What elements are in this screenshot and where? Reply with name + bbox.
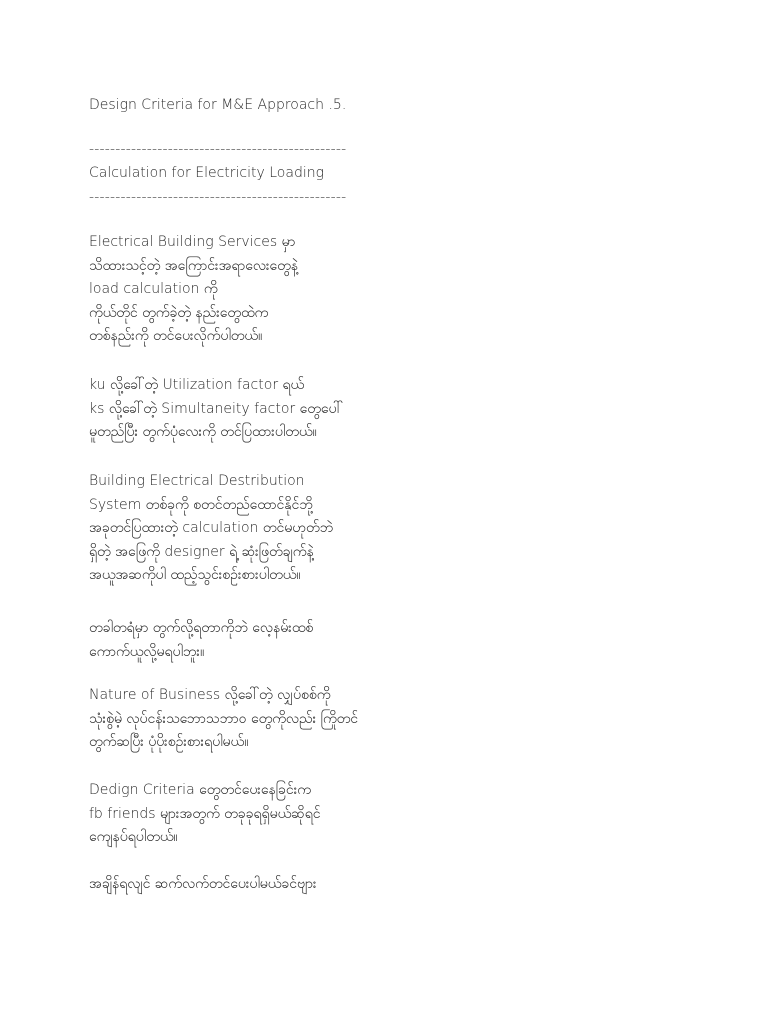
paragraph-line: Nature of Business လို့ခေါ်တဲ့ လျှပ်စစ်ကို (89, 687, 331, 703)
paragraph-line: Electrical Building Services မှာ (89, 234, 296, 250)
paragraph-line: သုံးစွဲမဲ့ လုပ်ငန်းသဘောသဘာဝ တွေကိုလည်း ကြိုတင် (89, 710, 359, 727)
paragraph-3 (89, 470, 689, 588)
paragraph-2 (89, 374, 689, 445)
document-title-block (89, 94, 689, 118)
paragraph-line: Building Electrical Destribution (89, 473, 305, 489)
paragraph-line: ကိုယ်တိုင် တွက်ခဲ့တဲ့ နည်းတွေထဲက (89, 304, 269, 321)
paragraph-5 (89, 684, 689, 755)
paragraph-line: မူတည်ပြီး တွက်ပုံလေးကို တင်ပြထားပါတယ်။ (89, 424, 317, 440)
paragraph-line: ရှိတဲ့ အဖြေကို designer ရဲ့ ဆုံးဖြတ်ချက်နဲ့ (89, 543, 314, 560)
paragraph-line: တခါတရံမှာ တွက်လို့ရတာကိုဘဲ လေ့နမ်းထစ် (89, 620, 314, 636)
divider-bottom: ------------------------------------------------- (89, 189, 347, 205)
paragraph-line: ku လို့ခေါ်တဲ့ Utilization factor ရယ် (89, 377, 305, 393)
section-heading: Calculation for Electricity Loading (89, 165, 324, 181)
paragraph-line: ks လို့ခေါ်တဲ့ Simultaneity factor တွေပေါ် (89, 400, 343, 417)
paragraph-line: တွက်ဆပြီး ပုံပိုးစဉ်းစားရပါမယ်။ (89, 734, 249, 750)
paragraph-line: ကျေနပ်ရပါတယ်။ (89, 829, 178, 845)
paragraph-line: fb friends များအတွက် တခုခုရရှိမယ်ဆိုရင် (89, 805, 321, 822)
document-title: Design Criteria for M&E Approach .5. (89, 97, 347, 113)
paragraph-6 (89, 779, 689, 850)
paragraph-7 (89, 873, 689, 897)
section-heading-block (89, 162, 689, 186)
paragraph-line: load calculation ကို (89, 281, 218, 297)
paragraph-4 (89, 617, 689, 664)
paragraph-line: အချိန်ရလျင် ဆက်လက်တင်ပေးပါမယ်ခင်ဗျား (89, 876, 317, 892)
paragraph-line: တစ်နည်းကို တင်ပေးလိုက်ပါတယ်။ (89, 328, 263, 344)
paragraph-1 (89, 231, 689, 349)
paragraph-line: System တစ်ခုကို စတင်တည်ထောင်နိုင်ဘို့ (89, 496, 313, 513)
paragraph-line: သိထားသင့်တဲ့ အကြောင်းအရာလေးတွေနဲ့ (89, 257, 299, 274)
divider-top-block (89, 138, 689, 162)
paragraph-line: အခုတင်ပြထားတဲ့ calculation တင်မဟုတ်ဘဲ (89, 520, 334, 536)
divider-top: ------------------------------------------------- (89, 141, 347, 157)
paragraph-line: ကောက်ယူလို့မရပါဘူး။ (89, 643, 205, 660)
paragraph-line: အယူအဆကိုပါ ထည့်သွင်းစဉ်းစားပါတယ်။ (89, 567, 301, 583)
paragraph-line: Dedign Criteria တွေတင်ပေးနေခြင်းက (89, 782, 311, 798)
divider-bottom-block (89, 186, 689, 210)
